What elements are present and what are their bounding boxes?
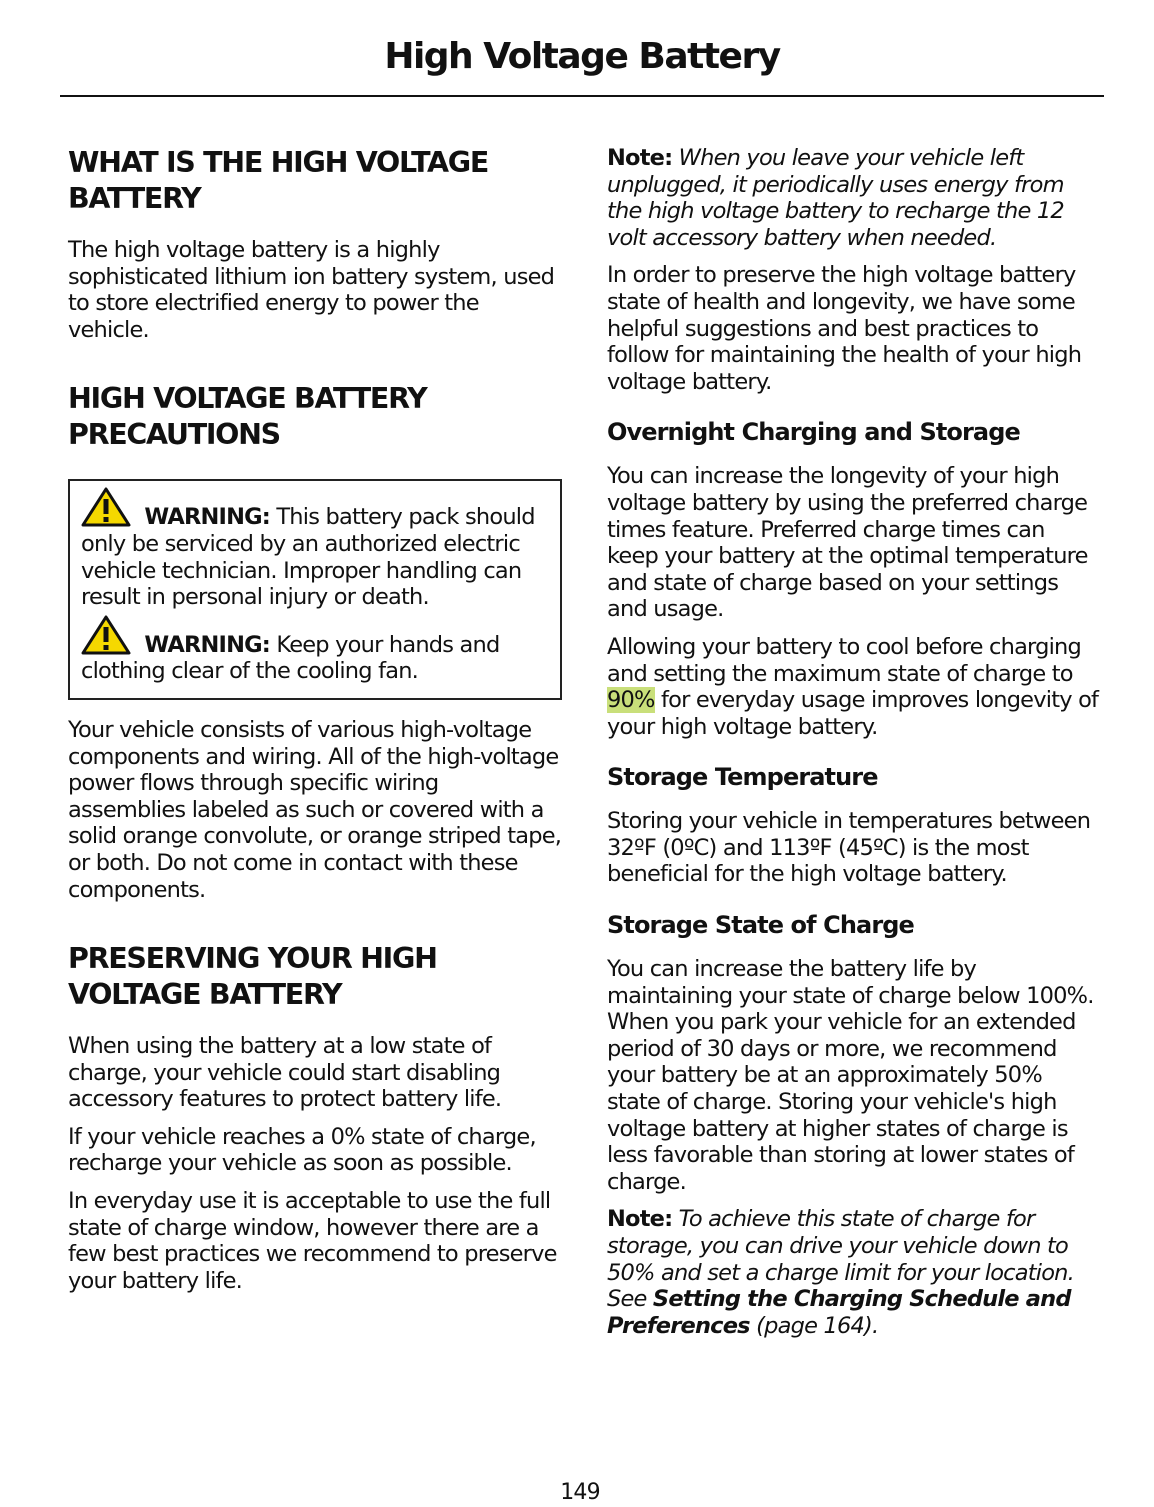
- heading-precautions: HIGH VOLTAGE BATTERY PRECAUTIONS: [68, 382, 427, 452]
- heading-storage-temperature: Storage Temperature: [607, 763, 878, 792]
- high-voltage-components-paragraph: Your vehicle consists of various high-voltage components and wiring. All of the high-voltage power flows through specific wiring assemblies labeled as such or covered with a solid orange convolute, or orange striped tape, or both. Do not come in contact with these components.: [68, 716, 562, 903]
- warning-1-label: WARNING:: [144, 504, 271, 531]
- note-2-label: Note:: [607, 1206, 673, 1233]
- cool-before-charging-paragraph: [607, 634, 1101, 740]
- note-1-label: Note:: [607, 145, 673, 171]
- warning-1-text: This battery pack should only be serviced by an authorized electric vehicle technician. Improper handling can result in personal injury or death.: [81, 504, 535, 611]
- note-unplugged: [607, 145, 1101, 251]
- left-column: [68, 145, 562, 1305]
- cool-text-after: for everyday usage improves longevity of your high voltage battery.: [607, 687, 1099, 740]
- highlight-90-percent: 90%: [607, 687, 655, 714]
- state-of-health-paragraph: In order to preserve the high voltage battery state of health and longevity, we have some helpful suggestions and best practices to follow for maintaining the health of your high voltage battery.: [607, 262, 1082, 395]
- note-1-text: When you leave your vehicle left unplugged, it periodically uses energy from the high voltage battery to recharge the 12 volt accessory battery when needed.: [607, 145, 1064, 251]
- title-divider: [60, 95, 1104, 97]
- warning-2-label: WARNING:: [144, 631, 271, 658]
- warning-2-text: Keep your hands and clothing clear of the cooling fan.: [81, 631, 500, 685]
- heading-overnight-charging: Overnight Charging and Storage: [607, 418, 1020, 447]
- storage-temperature-paragraph: Storing your vehicle in temperatures between 32ºF (0ºC) and 113ºF (45ºC) is the most beneficial for the high voltage battery.: [607, 808, 1091, 888]
- battery-description: The high voltage battery is a highly sophisticated lithium ion battery system, used to store electrified energy to power the vehicle.: [68, 237, 555, 343]
- storage-soc-paragraph: You can increase the battery life by maintaining your state of charge below 100%. When you park your vehicle for an extended period of 30 days or more, we recommend your battery be at an approximately 50% state of charge. Storing your vehicle's high voltage battery at higher states of charge is less favorable than storing at lower states of charge.: [607, 956, 1094, 1195]
- heading-what-is-battery: WHAT IS THE HIGH VOLTAGE BATTERY: [68, 146, 489, 215]
- warning-triangle-icon: [81, 632, 144, 658]
- heading-storage-state-of-charge: Storage State of Charge: [607, 911, 914, 940]
- zero-percent-paragraph: If your vehicle reaches a 0% state of charge, recharge your vehicle as soon as possible.: [68, 1123, 536, 1177]
- right-column: [607, 145, 1101, 1350]
- charging-schedule-link[interactable]: Setting the Charging Schedule and Preferences: [607, 1286, 1071, 1339]
- note-2-text: To achieve this state of charge for storage, you can drive your vehicle down to 50% and set a charge limit for your location. See: [607, 1206, 1074, 1313]
- everyday-use-paragraph: In everyday use it is acceptable to use the full state of charge window, however there are a few best practices we recommend to preserve your battery life.: [68, 1188, 557, 1294]
- cool-text-before: Allowing your battery to cool before charging and setting the maximum state of charge to: [607, 633, 1081, 687]
- note-2-page-ref: (page 164).: [749, 1312, 879, 1339]
- overnight-paragraph: You can increase the longevity of your high voltage battery by using the preferred charge times feature. Preferred charge times can keep your battery at the optimal temperature and state of charge based on your settings and usage.: [607, 463, 1088, 623]
- warning-1: [81, 487, 550, 610]
- page-number: 149: [560, 1480, 600, 1505]
- warning-2: [81, 615, 550, 685]
- page-title: High Voltage Battery: [384, 36, 780, 77]
- note-storage: [607, 1206, 1101, 1339]
- warning-triangle-icon: [81, 504, 144, 530]
- heading-preserving: PRESERVING YOUR HIGH VOLTAGE BATTERY: [68, 942, 437, 1012]
- low-state-paragraph: When using the battery at a low state of charge, your vehicle could start disabling accessory features to protect battery life.: [68, 1033, 502, 1113]
- warning-box: [68, 479, 562, 700]
